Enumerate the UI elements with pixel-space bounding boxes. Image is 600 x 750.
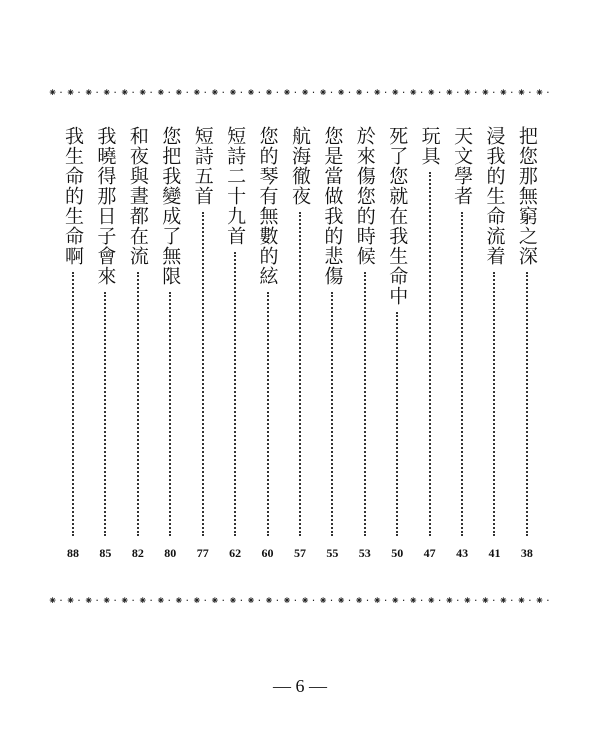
ornament-glyph: ·: [113, 86, 117, 99]
ornament-glyph: ⁕: [174, 86, 184, 99]
ornament-glyph: ·: [528, 86, 532, 99]
ornament-glyph: ·: [275, 86, 280, 99]
leader-dots: [331, 292, 333, 536]
ornament-glyph: ⁕: [372, 86, 382, 99]
toc-entry-page: 82: [131, 546, 144, 560]
toc-entry-page: 50: [391, 546, 404, 560]
leader-dots: [429, 172, 431, 536]
ornament-glyph: ·: [221, 86, 226, 99]
leader-dots: [526, 272, 528, 536]
ornament-glyph: ⁕: [534, 594, 545, 607]
toc-entry-page: 85: [99, 546, 112, 560]
ornament-glyph: ·: [185, 86, 189, 99]
ornament-glyph: ⁕: [264, 594, 274, 607]
leader-dots: [493, 272, 495, 536]
ornament-glyph: ·: [95, 594, 99, 607]
leader-dots: [202, 212, 204, 536]
leader-dots: [364, 272, 366, 536]
ornament-glyph: ·: [347, 594, 352, 607]
ornament-glyph: ⁕: [210, 594, 220, 607]
ornament-glyph: ·: [383, 86, 388, 99]
ornament-glyph: ⁕: [462, 86, 472, 99]
ornament-glyph: ⁕: [354, 86, 364, 99]
ornament-glyph: ⁕: [372, 594, 382, 607]
toc-entry: [287, 126, 313, 560]
ornament-glyph: ⁕: [66, 594, 76, 607]
toc-entry-page: 55: [326, 546, 339, 560]
ornament-glyph: ⁕: [408, 594, 418, 607]
toc-entry-title: 我生命的生命啊: [62, 126, 84, 266]
ornament-glyph: ·: [167, 86, 171, 99]
leader-dots: [104, 292, 106, 536]
ornament-glyph: ·: [131, 86, 135, 99]
ornament-glyph: ·: [149, 594, 153, 607]
toc-entry-title: 短詩五首: [191, 126, 214, 206]
ornament-glyph: ·: [293, 594, 298, 607]
ornament-glyph: ⁕: [336, 594, 346, 607]
ornament-glyph: ·: [311, 86, 316, 99]
ornament-glyph: ⁕: [498, 86, 508, 99]
ornament-glyph: ·: [203, 594, 208, 607]
toc-entry: [222, 126, 248, 560]
ornament-glyph: ·: [401, 594, 406, 607]
toc-entry: [352, 126, 378, 560]
ornament-glyph: ·: [239, 86, 244, 99]
ornament-glyph: ·: [510, 594, 514, 607]
ornament-glyph: ⁕: [84, 594, 94, 607]
leader-dots: [267, 292, 269, 536]
toc-entry: [514, 126, 540, 560]
ornament-glyph: ⁕: [210, 86, 220, 99]
ornament-glyph: ·: [455, 86, 460, 99]
toc-entry-title: 死了您就在我生命中: [386, 126, 409, 306]
ornament-glyph: ⁕: [228, 86, 238, 99]
top-ornament-border: [48, 86, 552, 100]
leader-dots: [396, 312, 398, 536]
ornament-glyph: ·: [77, 594, 81, 607]
ornament-glyph: ⁕: [480, 86, 490, 99]
ornament-glyph: ⁕: [336, 86, 346, 99]
toc-entry-page: 57: [293, 546, 306, 560]
toc-entry: [319, 126, 345, 560]
ornament-glyph: ·: [239, 594, 244, 607]
ornament-glyph: ⁕: [264, 86, 274, 99]
ornament-glyph: ⁕: [84, 86, 94, 99]
toc-entry-page: 47: [423, 546, 436, 560]
toc-entry-title: 短詩二十九首: [224, 126, 247, 246]
ornament-glyph: ⁕: [120, 86, 130, 99]
ornament-glyph: ⁕: [192, 86, 202, 99]
ornament-glyph: ⁕: [516, 594, 527, 607]
toc-entry-page: 80: [164, 546, 177, 560]
ornament-glyph: ·: [473, 86, 478, 99]
toc-entry: [125, 126, 151, 560]
ornament-glyph: ·: [257, 594, 262, 607]
toc-entry-page: 77: [196, 546, 209, 560]
ornament-glyph: ⁕: [444, 594, 454, 607]
ornament-glyph: ·: [293, 86, 298, 99]
ornament-glyph: ⁕: [534, 86, 545, 99]
ornament-glyph: ·: [131, 594, 135, 607]
toc-entry-title: 航海徹夜: [288, 126, 311, 206]
ornament-glyph: ·: [77, 86, 81, 99]
toc-entry-title: 把您那無窮之深: [515, 126, 538, 266]
toc-entry: [417, 126, 443, 560]
ornament-glyph: ·: [203, 86, 208, 99]
leader-dots: [169, 292, 171, 536]
toc-entry-title: 您是當做我的悲傷: [321, 126, 344, 286]
ornament-glyph: ·: [275, 594, 280, 607]
ornament-glyph: ·: [95, 86, 99, 99]
toc-entry: [481, 126, 507, 560]
toc-entry: [60, 126, 86, 560]
ornament-glyph: ·: [473, 594, 478, 607]
leader-dots: [234, 252, 236, 536]
toc-entry-title: 我曉得那日子會來: [94, 126, 117, 286]
ornament-glyph: ·: [185, 594, 189, 607]
toc-entry-page: 62: [229, 546, 242, 560]
ornament-glyph: ⁕: [480, 594, 490, 607]
toc-entry-page: 41: [488, 546, 501, 560]
toc-entry-page: 88: [67, 546, 79, 560]
ornament-glyph: ⁕: [228, 594, 238, 607]
ornament-glyph: ⁕: [48, 86, 58, 99]
table-of-contents: [40, 126, 560, 560]
ornament-glyph: ⁕: [156, 86, 166, 99]
toc-entry-title: 於來傷您的時候: [353, 126, 376, 266]
ornament-glyph: ·: [59, 594, 63, 607]
toc-entry: [449, 126, 475, 560]
ornament-glyph: ⁕: [354, 594, 364, 607]
ornament-glyph: ⁕: [102, 86, 112, 99]
leader-dots: [461, 212, 463, 536]
ornament-glyph: ⁕: [300, 86, 310, 99]
ornament-glyph: ·: [401, 86, 406, 99]
ornament-glyph: ⁕: [462, 594, 472, 607]
ornament-glyph: ·: [167, 594, 171, 607]
toc-entry-title: 浸我的生命流着: [483, 126, 506, 266]
ornament-glyph: ⁕: [318, 594, 328, 607]
ornament-glyph: ·: [311, 594, 316, 607]
ornament-glyph: ⁕: [300, 594, 310, 607]
toc-entry: [255, 126, 281, 560]
ornament-glyph: ·: [149, 86, 153, 99]
ornament-glyph: ⁕: [138, 86, 148, 99]
ornament-glyph: ·: [492, 86, 496, 99]
ornament-glyph: ·: [437, 594, 442, 607]
ornament-glyph: ·: [419, 594, 424, 607]
toc-entry-title: 玩具: [418, 126, 441, 166]
ornament-glyph: ⁕: [156, 594, 166, 607]
ornament-glyph: ·: [113, 594, 117, 607]
ornament-glyph: ·: [546, 594, 550, 607]
toc-entry: [190, 126, 216, 560]
bottom-ornament-border: [48, 594, 552, 608]
ornament-glyph: ·: [329, 86, 334, 99]
leader-dots: [137, 272, 139, 536]
leader-dots: [299, 212, 301, 536]
ornament-glyph: ⁕: [120, 594, 130, 607]
ornament-glyph: ⁕: [192, 594, 202, 607]
toc-entry: [92, 126, 118, 560]
toc-entry-page: 60: [261, 546, 274, 560]
ornament-glyph: ·: [365, 594, 370, 607]
ornament-glyph: ·: [437, 86, 442, 99]
ornament-glyph: ·: [492, 594, 496, 607]
ornament-glyph: ⁕: [138, 594, 148, 607]
toc-entry-title: 您把我變成了無限: [159, 126, 182, 286]
ornament-glyph: ⁕: [246, 594, 256, 607]
ornament-glyph: ·: [419, 86, 424, 99]
ornament-glyph: ·: [455, 594, 460, 607]
leader-dots: [72, 272, 74, 536]
ornament-glyph: ⁕: [426, 86, 436, 99]
ornament-glyph: ·: [365, 86, 370, 99]
ornament-glyph: ⁕: [174, 594, 184, 607]
ornament-glyph: ⁕: [390, 86, 400, 99]
ornament-glyph: ⁕: [282, 86, 292, 99]
ornament-glyph: ·: [528, 594, 532, 607]
ornament-glyph: ·: [59, 86, 63, 99]
toc-entry-title: 和夜與晝都在流: [126, 126, 149, 266]
ornament-glyph: ·: [347, 86, 352, 99]
ornament-glyph: ·: [383, 594, 388, 607]
toc-entry-title: 您的琴有無數的絃: [256, 126, 279, 286]
ornament-glyph: ⁕: [516, 86, 527, 99]
ornament-glyph: ⁕: [246, 86, 256, 99]
ornament-glyph: ⁕: [390, 594, 400, 607]
ornament-glyph: ·: [221, 594, 226, 607]
ornament-glyph: ⁕: [48, 594, 58, 607]
ornament-glyph: ⁕: [408, 86, 418, 99]
toc-entry-page: 43: [456, 546, 469, 560]
ornament-glyph: ⁕: [318, 86, 328, 99]
ornament-glyph: ⁕: [66, 86, 76, 99]
ornament-glyph: ⁕: [102, 594, 112, 607]
ornament-glyph: ⁕: [426, 594, 436, 607]
toc-entry: [157, 126, 183, 560]
ornament-glyph: ⁕: [498, 594, 508, 607]
ornament-glyph: ⁕: [282, 594, 292, 607]
ornament-glyph: ⁕: [444, 86, 454, 99]
toc-entry-title: 天文學者: [451, 126, 474, 206]
ornament-glyph: ·: [510, 86, 514, 99]
toc-entry-page: 53: [358, 546, 371, 560]
toc-entry: [384, 126, 410, 560]
toc-entry-page: 38: [520, 546, 533, 560]
ornament-glyph: ·: [257, 86, 262, 99]
ornament-glyph: ·: [546, 86, 550, 99]
ornament-glyph: ·: [329, 594, 334, 607]
page-number: — 6 —: [273, 676, 327, 696]
